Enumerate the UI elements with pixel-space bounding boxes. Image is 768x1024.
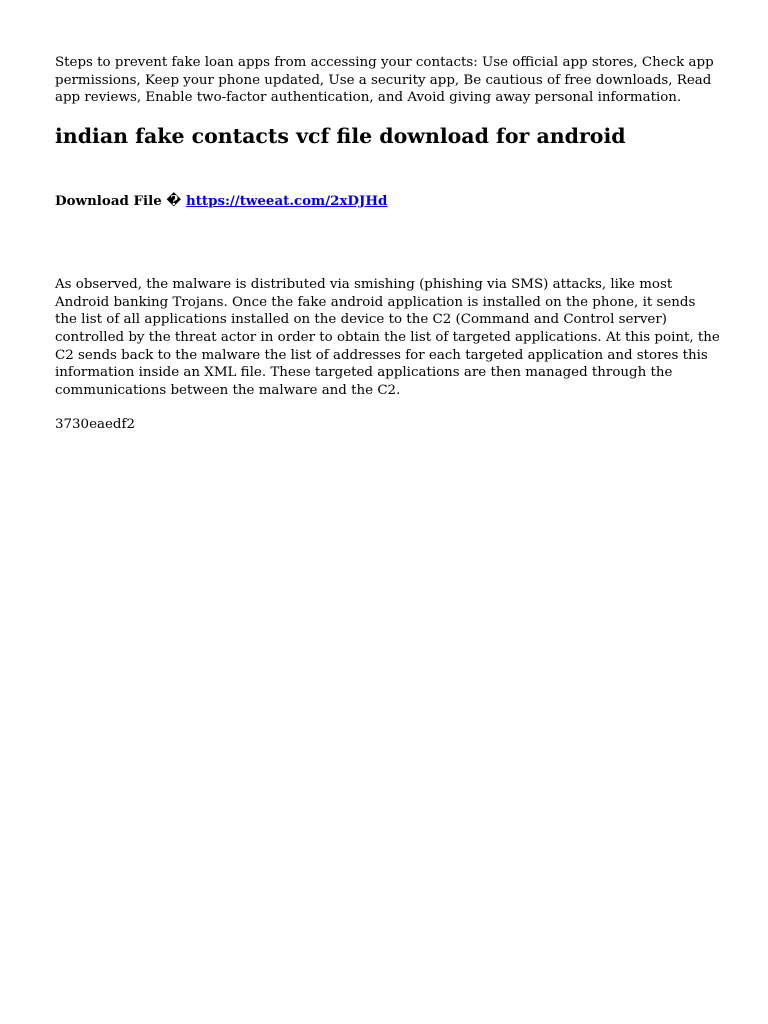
page-title: indian fake contacts vcf file download for android xyxy=(55,124,626,149)
download-line xyxy=(55,193,720,211)
intro-paragraph: Steps to prevent fake loan apps from accessing your contacts: Use official app stores, Check app permissions, Keep your phone updated, Use a security app, Be cautious of free downloads, Read app reviews, Enable two-factor authentication, and Avoid giving away personal information. xyxy=(55,55,714,106)
download-link[interactable]: https://tweeat.com/2xDJHd xyxy=(185,193,388,210)
download-separator-glyph: � xyxy=(161,193,186,210)
body-paragraph: As observed, the malware is distributed via smishing (phishing via SMS) attacks, like most Android banking Trojans. Once the fake android application is installed on the phone, it sends the list of all applications installed on the device to the C2 (Command and Control server) controlled by the threat actor in order to obtain the list of targeted applications. At this point, the C2 sends back to the malware the list of addresses for each targeted application and stores this information inside an XML file. These targeted applications are then managed through the communications between the malware and the C2. xyxy=(55,276,720,399)
footer-code: 3730eaedf2 xyxy=(55,416,135,432)
document-page xyxy=(55,54,720,433)
download-label: Download File xyxy=(55,193,162,210)
